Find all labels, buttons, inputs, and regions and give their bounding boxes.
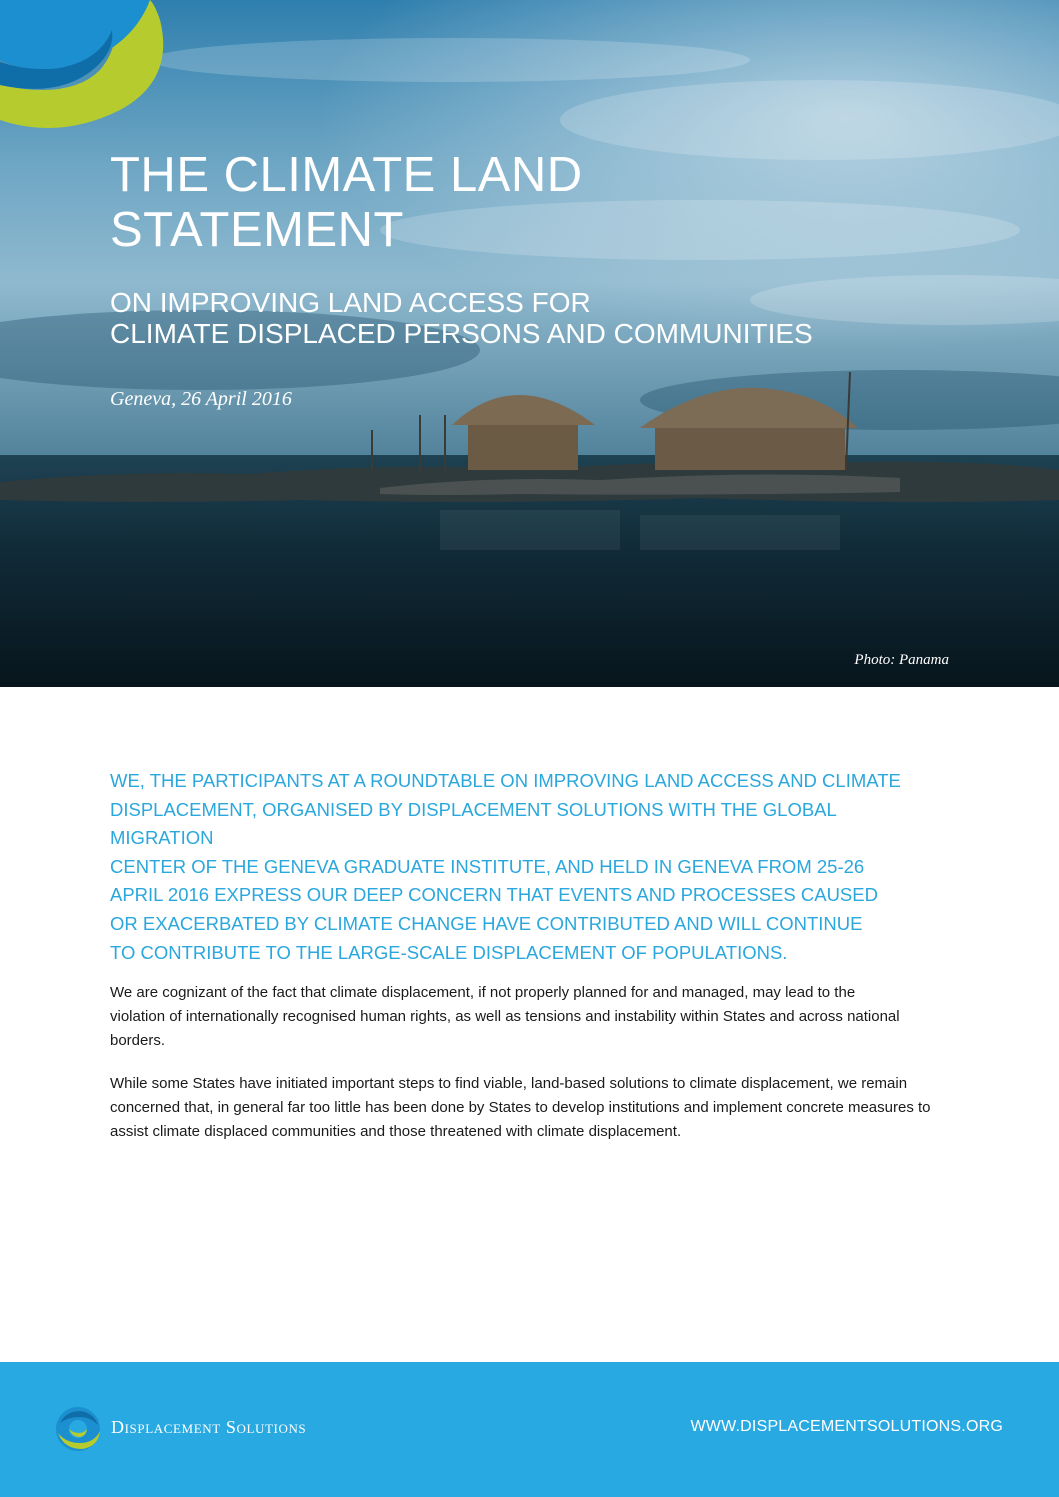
lead-line-6: TO CONTRIBUTE TO THE LARGE-SCALE DISPLACEMENT OF POPULATIONS. <box>110 941 788 963</box>
logo-swirl-icon <box>0 0 190 135</box>
lead-statement <box>110 767 940 967</box>
lead-line-4: APRIL 2016 EXPRESS OUR DEEP CONCERN THAT EVENTS AND PROCESSES CAUSED <box>110 884 878 906</box>
lead-line-5: OR EXACERBATED BY CLIMATE CHANGE HAVE CONTRIBUTED AND WILL CONTINUE <box>110 912 863 934</box>
photo-credit: Photo: Panama <box>854 652 949 668</box>
lead-line-1: WE, THE PARTICIPANTS AT A ROUNDTABLE ON IMPROVING LAND ACCESS AND CLIMATE <box>110 770 901 791</box>
subtitle-line-1: ON IMPROVING LAND ACCESS FOR <box>110 287 591 318</box>
document-title: THE CLIMATE LAND STATEMENT <box>110 148 583 257</box>
footer-org-name: Displacement Solutions <box>111 1417 307 1437</box>
body-paragraph-1: We are cognizant of the fact that climate displacement, if not properly planned for and managed, may lead to the violation of internationally recognised human rights, as well as tensions and instability within States and across national borders. <box>110 984 900 1049</box>
body-paragraph-2: While some States have initiated important steps to find viable, land-based solutions to climate displacement, we remain concerned that, in general far too little has been done by States to develop institutions and implement concrete measures to assist climate displaced communities and those threatened with climate displacement. <box>110 1075 931 1140</box>
footer <box>0 1362 1059 1497</box>
lead-line-2: DISPLACEMENT, ORGANISED BY DISPLACEMENT SOLUTIONS WITH THE GLOBAL MIGRATION <box>110 798 837 849</box>
subtitle-line-2: CLIMATE DISPLACED PERSONS AND COMMUNITIES <box>110 318 813 349</box>
footer-logo-icon <box>54 1405 102 1453</box>
footer-website-link[interactable]: WWW.DISPLACEMENTSOLUTIONS.ORG <box>690 1418 1003 1435</box>
document-date: Geneva, 26 April 2016 <box>110 388 292 410</box>
lead-line-3: CENTER OF THE GENEVA GRADUATE INSTITUTE, AND HELD IN GENEVA FROM 25-26 <box>110 855 865 877</box>
document-subtitle <box>110 287 870 349</box>
hero-section <box>0 0 1059 687</box>
